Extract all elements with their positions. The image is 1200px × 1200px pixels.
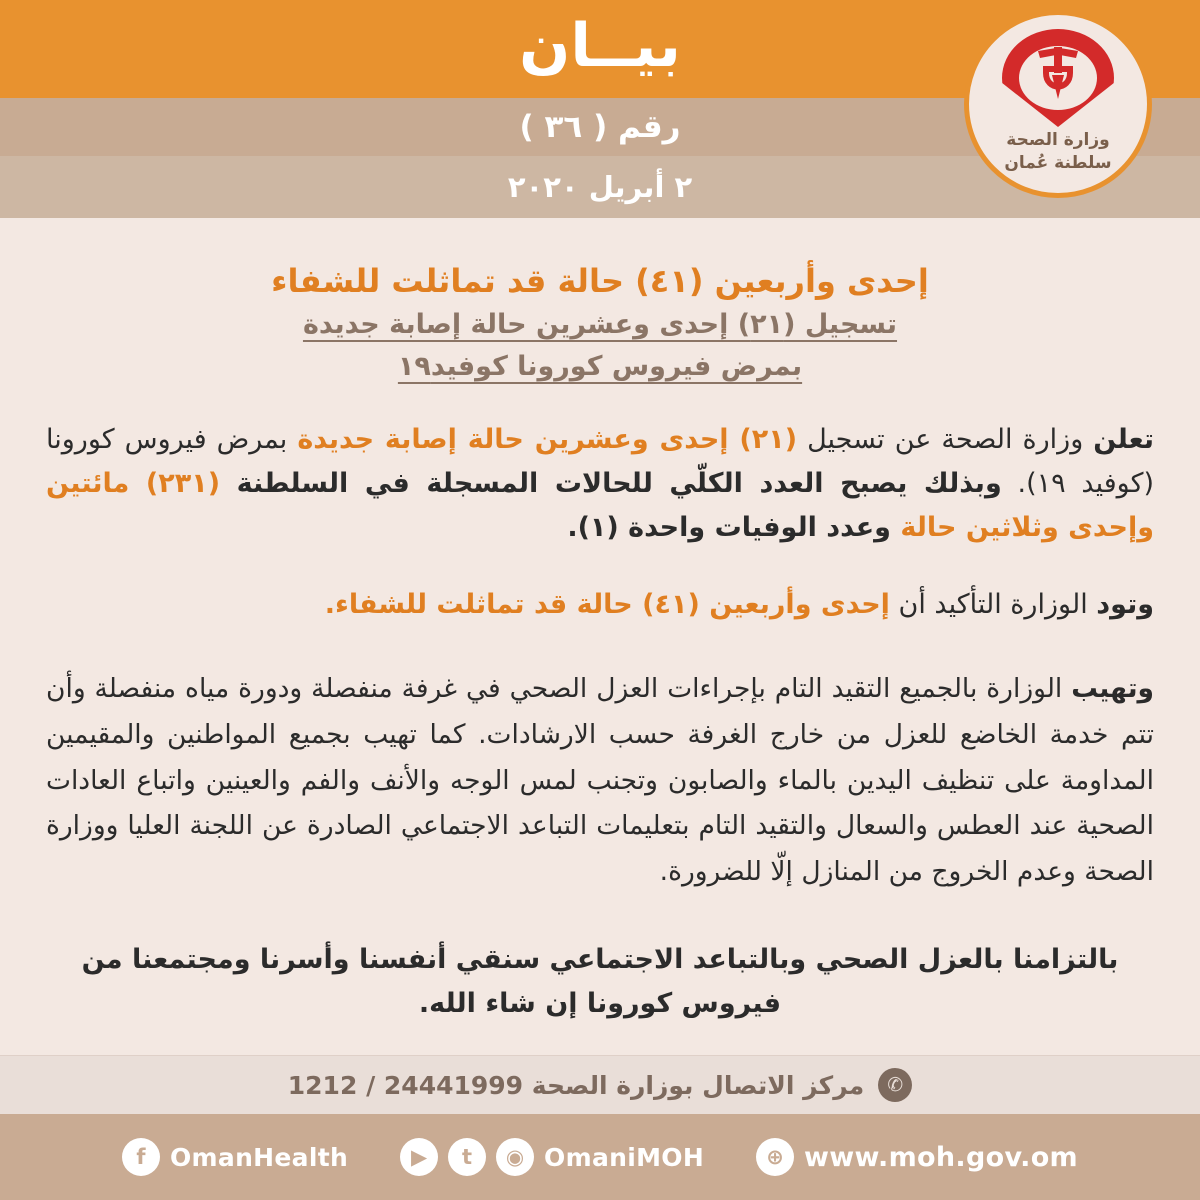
page-title: بيــان	[519, 11, 681, 81]
logo-line-2: سلطنة عُمان	[1004, 152, 1112, 173]
statement-number: رقم ( ٣٦ )	[519, 109, 681, 145]
youtube-icon[interactable]: ▶	[400, 1138, 438, 1176]
logo-text	[1004, 129, 1111, 175]
social-handle[interactable]: OmaniMOH	[544, 1142, 705, 1172]
p1-lead: تعلن	[1093, 424, 1154, 456]
red-crescent-khanjar-emblem	[1002, 29, 1114, 125]
khanjar-icon	[1026, 43, 1090, 105]
paragraph-new-cases	[46, 418, 1154, 549]
headline-sub-line-2: بمرض فيروس كورونا كوفيد١٩	[397, 351, 803, 383]
headline-block	[46, 258, 1154, 388]
p1-text-1: وزارة الصحة عن تسجيل	[797, 424, 1094, 456]
logo-line-1: وزارة الصحة	[1006, 130, 1110, 150]
contact-strip	[0, 1055, 1200, 1114]
paragraph-guidance	[46, 666, 1154, 894]
p1-text-4: وعدد الوفيات واحدة (١).	[567, 511, 901, 543]
headline-main: إحدى وأربعين (٤١) حالة قد تماثلت للشفاء	[271, 262, 929, 300]
p2-lead: وتود	[1096, 589, 1154, 621]
ministry-logo	[964, 10, 1152, 198]
website-url[interactable]: www.moh.gov.om	[804, 1141, 1078, 1173]
p3-text: الوزارة بالجميع التقيد التام بإجراءات العزل الصحي في غرفة منفصلة ودورة مياه منفصلة وأن تتم خدمة الخاضع للعزل من خارج الغرفة حسب الارشادات. كما تهيب بجميع المواطنين والمقيمين المداومة على تنظيف اليدين بالماء والصابون وتجنب لمس الوجه والأنف والفم والعينين واتباع العادات الصحية عند العطس والسعال والتقيد التام بتعليمات التباعد الاجتماعي الصادرة عن اللجنة العليا ووزارة الصحة وعدم الخروج من المنازل إلّا للضرورة.	[46, 673, 1154, 887]
contact-text: مركز الاتصال بوزارة الصحة 24441999 / 1212	[287, 1070, 865, 1100]
footer-social-bar	[0, 1114, 1200, 1200]
globe-icon[interactable]: ⊕	[756, 1138, 794, 1176]
website-group[interactable]	[756, 1138, 1078, 1176]
p2-text-1: الوزارة التأكيد أن	[889, 589, 1097, 621]
paragraph-closing: بالتزامنا بالعزل الصحي وبالتباعد الاجتماعي سنقي أنفسنا وأسرنا ومجتمعنا من فيروس كورونا إن شاء الله.	[81, 944, 1119, 1019]
statement-date: ٢ أبريل ٢٠٢٠	[507, 170, 693, 204]
p3-lead: وتهيب	[1071, 673, 1154, 705]
poster-content	[0, 218, 1200, 1055]
twitter-icon[interactable]: t	[448, 1138, 486, 1176]
headline-sub-line-1: تسجيل (٢١) إحدى وعشرين حالة إصابة جديدة	[302, 309, 898, 341]
facebook-icon[interactable]: f	[122, 1138, 160, 1176]
p1-highlight-total: (٢٣١) مائتين وإحدى وثلاثين حالة	[46, 467, 1154, 543]
phone-icon: ✆	[878, 1068, 912, 1102]
social-handles-group[interactable]	[400, 1138, 704, 1176]
p1-text-2: بمرض فيروس كورونا (كوفيد ١٩).	[46, 424, 1154, 499]
paragraph-recoveries	[46, 583, 1154, 626]
p2-highlight-recovered: إحدى وأربعين (٤١) حالة قد تماثلت للشفاء.	[324, 589, 890, 621]
p1-highlight-new-cases: (٢١) إحدى وعشرين حالة إصابة جديدة	[297, 424, 798, 456]
facebook-handle[interactable]: OmanHealth	[170, 1142, 349, 1172]
facebook-group[interactable]	[122, 1138, 348, 1176]
instagram-icon[interactable]: ◉	[496, 1138, 534, 1176]
p1-text-3: وبذلك يصبح العدد الكلّي للحالات المسجلة في السلطنة	[220, 467, 1002, 499]
